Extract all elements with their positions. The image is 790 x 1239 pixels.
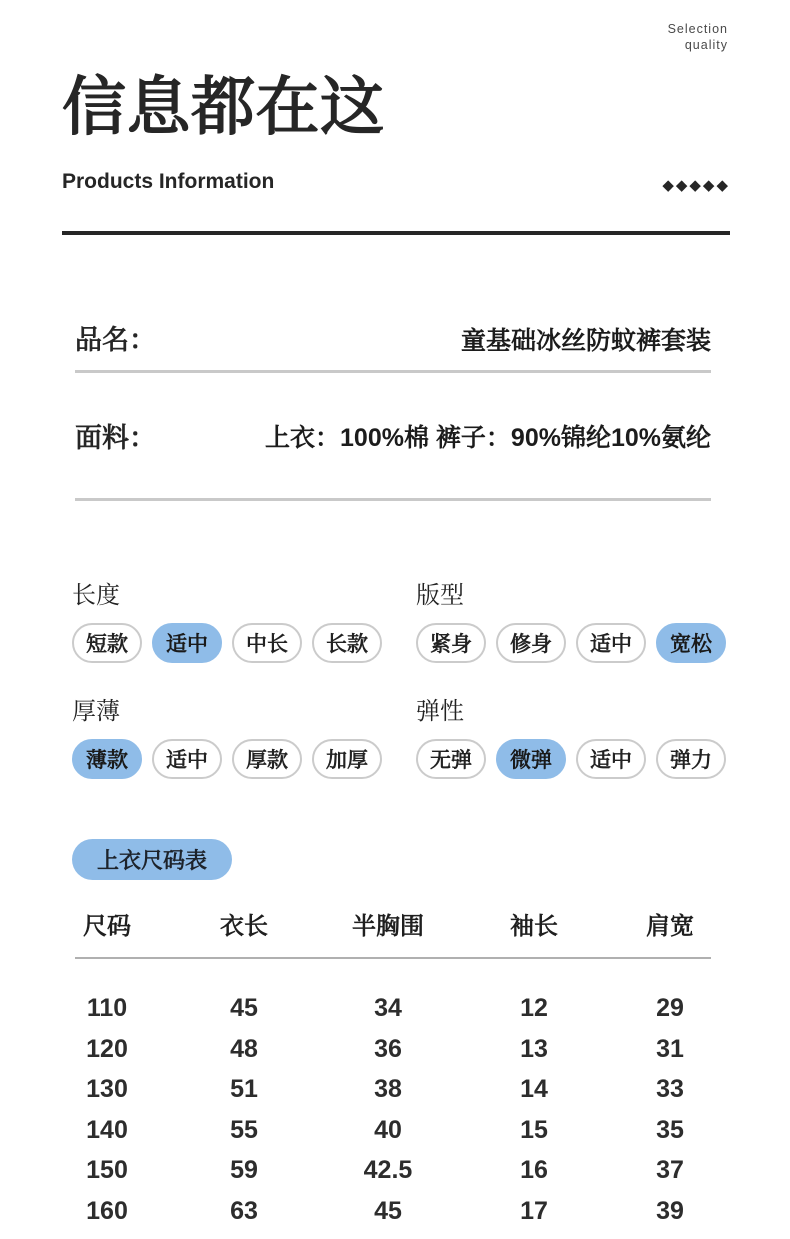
page-title: 信息都在这 (62, 71, 385, 143)
attr-section-fit (416, 575, 730, 663)
pill-elastic-none: 无弹 (416, 739, 486, 779)
page-subtitle: Products Information (62, 170, 275, 194)
fabric-row (75, 373, 711, 501)
cell-half-chest: 45 (374, 1196, 402, 1225)
attr-label-length: 长度 (72, 582, 120, 610)
cell-sleeve-length: 14 (520, 1075, 548, 1104)
cell-garment-length: 63 (230, 1196, 258, 1225)
cell-shoulder-width: 33 (656, 1075, 684, 1104)
pill-row-fit (416, 623, 730, 663)
table-row (75, 1110, 711, 1151)
table-row (75, 1150, 711, 1191)
tagline-line2: quality (684, 37, 728, 52)
cell-half-chest: 42.5 (363, 1156, 413, 1185)
cell-sleeve-length: 15 (520, 1115, 548, 1144)
product-name-value: 童基础冰丝防蚊裤套装 (460, 327, 711, 356)
cell-sleeve-length: 12 (520, 994, 548, 1023)
col-header-sleeve-length: 袖长 (510, 913, 558, 941)
fabric-value: 上衣：100%棉 裤子：90%锦纶10%氨纶 (265, 423, 711, 452)
cell-garment-length: 45 (230, 994, 258, 1023)
pill-elastic-medium: 适中 (576, 739, 646, 779)
pill-length-short: 短款 (72, 623, 142, 663)
pill-length-midlong: 中长 (232, 623, 302, 663)
cell-half-chest: 38 (374, 1075, 402, 1104)
col-header-garment-length: 衣长 (220, 913, 268, 941)
diamonds-icon: ◆◆◆◆◆ (662, 177, 730, 195)
cell-shoulder-width: 31 (656, 1034, 684, 1063)
pill-thickness-thick: 厚款 (232, 739, 302, 779)
cell-size: 130 (86, 1075, 128, 1104)
cell-shoulder-width: 39 (656, 1196, 684, 1225)
pill-thickness-thin: 薄款 (72, 739, 142, 779)
attr-section-elasticity (416, 691, 730, 779)
size-chart-badge: 上衣尺码表 (72, 839, 232, 880)
header (62, 0, 730, 194)
cell-shoulder-width: 35 (656, 1115, 684, 1144)
pill-thickness-regular: 适中 (152, 739, 222, 779)
pill-fit-slim: 修身 (496, 623, 566, 663)
pill-row-length (72, 623, 416, 663)
pill-elastic-slight: 微弹 (496, 739, 566, 779)
cell-sleeve-length: 16 (520, 1156, 548, 1185)
attr-label-thickness: 厚薄 (72, 698, 120, 726)
cell-size: 140 (86, 1115, 128, 1144)
pill-length-long: 长款 (312, 623, 382, 663)
cell-shoulder-width: 37 (656, 1156, 684, 1185)
col-header-size: 尺码 (83, 913, 131, 941)
cell-sleeve-length: 17 (520, 1196, 548, 1225)
cell-garment-length: 55 (230, 1115, 258, 1144)
table-row (75, 1069, 711, 1110)
table-row (75, 1191, 711, 1232)
cell-garment-length: 51 (230, 1075, 258, 1104)
pill-thickness-extra: 加厚 (312, 739, 382, 779)
cell-garment-length: 59 (230, 1156, 258, 1185)
attr-section-thickness (72, 691, 416, 779)
attr-label-elasticity: 弹性 (416, 698, 464, 726)
cell-size: 110 (86, 994, 128, 1023)
cell-garment-length: 48 (230, 1034, 258, 1063)
cell-size: 150 (86, 1156, 128, 1185)
size-chart-table (75, 906, 711, 1231)
table-row (75, 1029, 711, 1070)
cell-half-chest: 34 (374, 994, 402, 1023)
table-row (75, 988, 711, 1029)
pill-row-elasticity (416, 739, 730, 779)
cell-half-chest: 40 (374, 1115, 402, 1144)
size-chart-header-row (75, 906, 711, 959)
attributes-grid (72, 575, 730, 779)
fabric-label: 面料： (75, 423, 156, 454)
pill-fit-loose: 宽松 (656, 623, 726, 663)
tagline (668, 22, 728, 53)
attr-label-fit: 版型 (416, 582, 464, 610)
pill-fit-regular: 适中 (576, 623, 646, 663)
cell-shoulder-width: 29 (656, 994, 684, 1023)
subtitle-row (62, 170, 730, 194)
pill-fit-tight: 紧身 (416, 623, 486, 663)
attr-section-length (72, 575, 416, 663)
col-header-shoulder-width: 肩宽 (646, 913, 694, 941)
cell-size: 120 (86, 1034, 128, 1063)
pill-length-medium: 适中 (152, 623, 222, 663)
col-header-half-chest: 半胸围 (352, 913, 424, 941)
pill-row-thickness (72, 739, 416, 779)
pill-elastic-high: 弹力 (656, 739, 726, 779)
product-info-section (75, 235, 711, 501)
product-name-row (75, 235, 711, 373)
cell-half-chest: 36 (374, 1034, 402, 1063)
tagline-line1: Selection (667, 22, 728, 36)
size-chart-body (75, 988, 711, 1231)
product-name-label: 品名： (75, 325, 156, 356)
cell-sleeve-length: 13 (520, 1034, 548, 1063)
cell-size: 160 (86, 1196, 128, 1225)
